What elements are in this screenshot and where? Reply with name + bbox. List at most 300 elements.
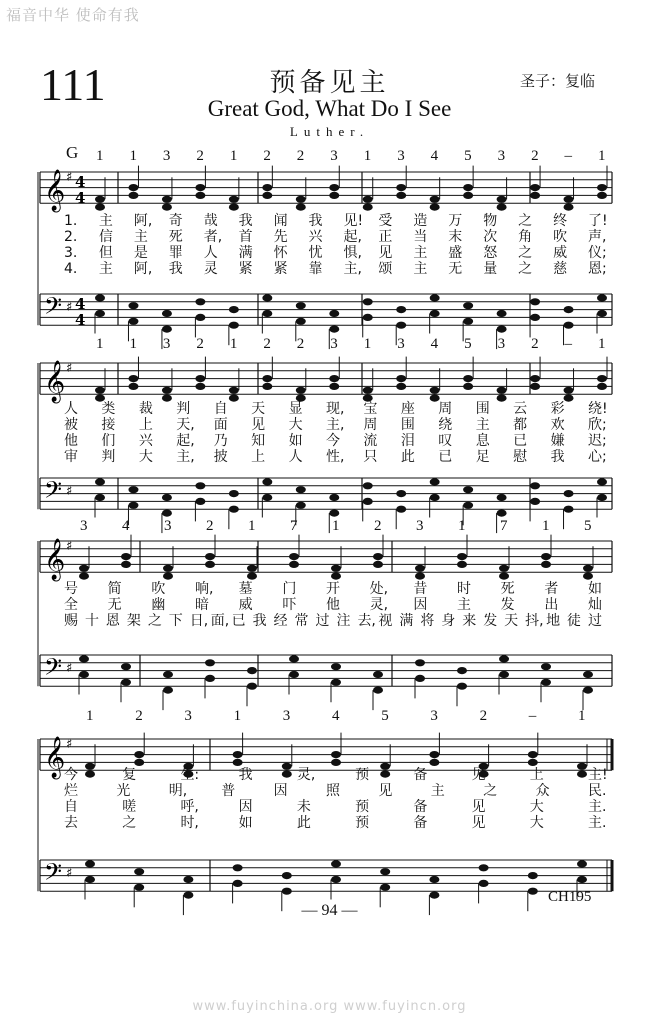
lyric-syllable: 之	[147, 613, 162, 629]
note-head	[128, 318, 138, 325]
lyric-syllable: 暗	[195, 597, 209, 613]
note-head	[95, 387, 105, 394]
note-head	[195, 192, 205, 199]
note-head	[121, 553, 131, 560]
lyric-syllable: 主.	[588, 799, 607, 815]
note-head	[162, 196, 172, 203]
lyric-syllable: 性,	[326, 449, 345, 465]
note-head	[463, 375, 473, 382]
note-head	[247, 667, 257, 674]
note-head	[262, 478, 272, 485]
lyric-syllable: 披	[213, 449, 228, 465]
lyric-syllable: 将	[420, 613, 435, 629]
lyric-syllable: 3.	[64, 245, 78, 261]
note-head	[415, 659, 425, 666]
note-head	[95, 478, 105, 485]
lyric-syllable: 判	[101, 449, 116, 465]
lyric-syllable: 大	[529, 815, 544, 831]
note-head	[331, 663, 341, 670]
lyric-syllable: 号	[64, 581, 78, 597]
lyric-syllable: 信	[98, 229, 113, 245]
note-head	[577, 763, 587, 770]
note-head	[463, 318, 473, 325]
sharp-sign: ♯	[66, 661, 73, 676]
lyric-syllable: 被	[64, 417, 78, 433]
lyric-syllable: 无	[107, 597, 122, 613]
jianpu-number: 1	[229, 148, 238, 164]
note-head	[95, 494, 105, 501]
note-head	[195, 383, 205, 390]
lyric-syllable: 处,	[369, 581, 389, 597]
note-head	[134, 884, 144, 891]
lyric-syllable: 我	[168, 261, 183, 277]
note-head	[296, 387, 306, 394]
lyric-syllable: 末	[448, 229, 463, 245]
note-head	[363, 387, 373, 394]
note-head	[233, 751, 243, 758]
lyric-syllable: 接	[101, 417, 116, 433]
hymn-number: 111	[40, 59, 106, 110]
note-head	[121, 561, 131, 568]
lyric-syllable: 绕	[438, 417, 453, 433]
lyric-syllable: 我	[238, 213, 253, 229]
jianpu-number: 1	[129, 336, 137, 352]
lyric-syllable: 此	[296, 815, 311, 831]
jianpu-number: 4	[122, 518, 130, 534]
lyric-syllable: 闻	[273, 213, 288, 229]
note-head	[329, 494, 339, 501]
note-head	[85, 763, 95, 770]
note-head	[195, 498, 205, 505]
lyric-syllable: 是	[133, 245, 148, 261]
note-head	[430, 494, 440, 501]
jianpu-number: 2	[263, 336, 271, 352]
page-number: — 94 —	[301, 902, 358, 919]
note-head	[564, 322, 574, 329]
lyric-syllable: 大	[288, 417, 303, 433]
note-head	[541, 679, 551, 686]
lyric-syllable: 备	[413, 815, 428, 831]
note-head	[497, 494, 507, 501]
jianpu-number: 3	[430, 708, 438, 724]
lyric-syllable: 今	[326, 433, 340, 449]
note-head	[597, 383, 607, 390]
hymn-code: CH195	[548, 889, 592, 905]
note-head	[128, 383, 138, 390]
note-head	[162, 494, 172, 501]
note-head	[396, 306, 406, 313]
note-head	[296, 318, 306, 325]
note-head	[415, 573, 425, 580]
lyric-syllable: 类	[101, 401, 116, 417]
lyric-syllable: 众	[535, 783, 550, 799]
note-head	[497, 509, 507, 516]
note-head	[121, 663, 131, 670]
note-head	[463, 383, 473, 390]
lyric-syllable: 4.	[64, 261, 78, 277]
note-head	[162, 387, 172, 394]
treble-clef: 𝄞	[44, 539, 66, 580]
lyric-syllable: 慈	[553, 261, 568, 277]
note-head	[429, 876, 439, 883]
lyric-syllable: 周	[438, 401, 453, 417]
note-head	[597, 294, 607, 301]
lyric-syllable: 人	[64, 401, 78, 417]
note-head	[195, 314, 205, 321]
lyric-syllable: 呼,	[180, 799, 199, 815]
lyric-syllable: 之	[483, 783, 498, 799]
lyric-syllable: 宝	[363, 401, 378, 417]
note-head	[134, 868, 144, 875]
note-head	[363, 196, 373, 203]
time-sig-bottom: 4	[75, 311, 86, 329]
note-head	[373, 553, 383, 560]
lyric-syllable: 我	[252, 613, 267, 629]
lyric-syllable: 乃	[213, 433, 228, 449]
note-head	[128, 192, 138, 199]
lyric-syllable: 者,	[203, 229, 223, 245]
lyric-syllable: 先	[273, 229, 288, 245]
lyric-syllable: 人	[203, 245, 218, 261]
lyric-syllable: 见	[251, 417, 266, 433]
lyric-syllable: 普	[221, 783, 236, 799]
lyric-syllable: 死	[168, 229, 183, 245]
lyric-syllable: 我	[238, 767, 253, 783]
watermark-top: 福音中华 使命有我	[6, 6, 140, 24]
note-head	[497, 310, 507, 317]
lyric-syllable: 座	[400, 401, 415, 417]
note-head	[85, 876, 95, 883]
note-head	[564, 395, 574, 402]
lyric-syllable: 当	[413, 229, 428, 245]
lyric-syllable: 已	[513, 433, 528, 449]
note-head	[247, 573, 257, 580]
note-head	[497, 196, 507, 203]
note-head	[262, 383, 272, 390]
note-head	[541, 553, 551, 560]
note-head	[205, 675, 215, 682]
lyric-syllable: 1.	[64, 213, 78, 229]
sharp-sign: ♯	[66, 300, 73, 315]
note-head	[396, 490, 406, 497]
lyric-syllable: 主	[413, 261, 428, 277]
jianpu-number: 3	[497, 336, 506, 352]
lyric-syllable: 见	[471, 815, 486, 831]
lyric-syllable: 流	[363, 433, 378, 449]
lyric-syllable: 灵,	[369, 597, 389, 613]
lyric-syllable: 来	[462, 613, 477, 629]
note-head	[528, 888, 538, 895]
jianpu-number: 2	[531, 336, 539, 352]
note-head	[282, 771, 292, 778]
lyric-syllable: 裁	[138, 401, 153, 417]
note-head	[463, 486, 473, 493]
note-head	[583, 565, 593, 572]
note-head	[331, 751, 341, 758]
note-head	[289, 655, 299, 662]
lyric-syllable: 去,	[357, 613, 376, 629]
lyric-syllable: 十	[84, 613, 99, 629]
note-head	[463, 302, 473, 309]
lyric-syllable: 之	[518, 261, 533, 277]
lyric-syllable: 者	[544, 581, 559, 597]
lyric-syllable: 无	[448, 261, 463, 277]
note-head	[331, 860, 341, 867]
lyric-syllable: 见	[471, 767, 486, 783]
note-head	[430, 196, 440, 203]
note-head	[247, 565, 257, 572]
jianpu-number: 5	[464, 336, 472, 352]
lyric-syllable: 架	[126, 613, 141, 629]
lyric-syllable: 他	[64, 433, 78, 449]
lyric-syllable: 首	[238, 229, 253, 245]
note-head	[296, 502, 306, 509]
lyric-syllable: 阿,	[133, 213, 153, 229]
lyric-syllable: 天	[504, 613, 519, 629]
lyric-syllable: 次	[483, 229, 498, 245]
lyric-syllable: 忧	[308, 245, 323, 261]
jianpu-number: 2	[263, 148, 271, 164]
note-head	[262, 494, 272, 501]
lyric-syllable: 面	[213, 417, 228, 433]
lyric-syllable: 吓	[282, 597, 297, 613]
note-head	[373, 687, 383, 694]
jianpu-number: 3	[497, 148, 506, 164]
note-head	[380, 884, 390, 891]
sharp-sign: ♯	[66, 170, 73, 185]
note-head	[497, 387, 507, 394]
note-head	[597, 478, 607, 485]
note-head	[430, 387, 440, 394]
note-head	[597, 494, 607, 501]
note-head	[162, 395, 172, 402]
lyric-syllable: 嗟	[122, 799, 137, 815]
note-head	[329, 375, 339, 382]
note-head	[363, 314, 373, 321]
note-head	[457, 561, 467, 568]
note-head	[296, 196, 306, 203]
jianpu-number: 1	[332, 518, 340, 534]
note-head	[331, 876, 341, 883]
lyric-syllable: 已	[231, 613, 246, 629]
jianpu-number: 3	[164, 518, 172, 534]
lyric-syllable: 地	[546, 613, 561, 629]
lyric-syllable: 吹	[151, 581, 166, 597]
lyric-syllable: 常	[294, 613, 309, 629]
lyric-syllable: 全	[64, 597, 78, 613]
lyric-syllable: 紧	[273, 261, 288, 277]
note-head	[162, 509, 172, 516]
note-head	[195, 184, 205, 191]
lyric-syllable: 发	[500, 597, 515, 613]
note-head	[530, 192, 540, 199]
note-head	[430, 478, 440, 485]
lyric-syllable: 迟;	[588, 433, 607, 449]
lyric-syllable: 主	[457, 597, 471, 613]
lyric-syllable: 主	[98, 213, 113, 229]
jianpu-number: 2	[196, 336, 204, 352]
note-head	[128, 486, 138, 493]
lyric-syllable: 简	[107, 581, 122, 597]
note-head	[229, 395, 239, 402]
watermark-bottom: www.fuyinchina.org www.fuyincn.org	[192, 999, 467, 1014]
note-head	[479, 880, 489, 887]
jianpu-number: 1	[578, 708, 586, 724]
lyric-syllable: 生:	[180, 767, 200, 783]
lyric-syllable: 备	[413, 767, 428, 783]
note-head	[499, 671, 509, 678]
lyric-syllable: 物	[483, 213, 498, 229]
note-head	[233, 880, 243, 887]
lyric-syllable: 受	[378, 213, 393, 229]
lyric-syllable: 足	[475, 449, 490, 465]
lyric-syllable: 叹	[438, 433, 453, 449]
note-head	[205, 659, 215, 666]
note-head	[329, 326, 339, 333]
jianpu-number: 1	[96, 148, 104, 164]
note-head	[583, 687, 593, 694]
note-head	[497, 326, 507, 333]
note-head	[329, 192, 339, 199]
bass-clef: 𝄢	[44, 476, 63, 509]
note-head	[497, 204, 507, 211]
note-head	[163, 671, 173, 678]
lyric-syllable: 现,	[326, 401, 345, 417]
note-head	[457, 683, 467, 690]
lyric-syllable: 仪;	[588, 245, 607, 261]
note-head	[564, 490, 574, 497]
tune-label: 圣子：复临	[520, 72, 596, 90]
sharp-sign: ♯	[66, 539, 73, 554]
note-head	[380, 868, 390, 875]
lyric-syllable: 预	[355, 815, 370, 831]
note-head	[479, 864, 489, 871]
note-head	[95, 294, 105, 301]
jianpu-number: 1	[248, 518, 256, 534]
lyric-syllable: 显	[288, 401, 303, 417]
jianpu-number: 3	[416, 518, 424, 534]
note-head	[429, 892, 439, 899]
lyric-syllable: 奇	[168, 213, 183, 229]
note-head	[499, 565, 509, 572]
note-head	[134, 751, 144, 758]
lyric-syllable: 见	[378, 245, 393, 261]
jianpu-number: 2	[479, 708, 488, 724]
jianpu-number: 2	[374, 518, 382, 534]
lyric-syllable: 紧	[238, 261, 253, 277]
lyric-syllable: 过	[315, 613, 330, 629]
note-head	[530, 184, 540, 191]
lyric-syllable: 身	[441, 613, 456, 629]
jianpu-number: 1	[86, 708, 94, 724]
lyric-syllable: 了!	[588, 213, 608, 229]
lyric-syllable: 息	[475, 433, 490, 449]
lyric-syllable: 云	[513, 401, 528, 417]
note-head	[530, 375, 540, 382]
note-head	[85, 771, 95, 778]
note-head	[79, 573, 89, 580]
note-head	[282, 872, 292, 879]
note-head	[329, 184, 339, 191]
lyric-syllable: 他	[326, 597, 340, 613]
lyric-syllable: 备	[413, 799, 428, 815]
sharp-sign: ♯	[66, 361, 73, 376]
note-head	[262, 294, 272, 301]
note-head	[530, 314, 540, 321]
lyric-syllable: 量	[483, 261, 498, 277]
lyric-syllable: 起,	[343, 229, 362, 245]
jianpu-number: 5	[584, 518, 592, 534]
note-head	[233, 759, 243, 766]
lyric-syllable: 审	[64, 449, 78, 465]
note-head	[121, 679, 131, 686]
lyric-syllable: 哉	[203, 213, 218, 229]
lyric-syllable: 昔	[413, 581, 428, 597]
composer: Luther.	[289, 124, 370, 139]
jianpu-number: 7	[290, 518, 298, 534]
lyric-syllable: 照	[326, 783, 340, 799]
lyric-syllable: 阿,	[133, 261, 153, 277]
lyric-syllable: 面,	[210, 613, 230, 629]
lyric-syllable: 角	[518, 229, 533, 245]
note-head	[380, 763, 390, 770]
lyric-syllable: 彩	[550, 401, 565, 417]
note-head	[128, 184, 138, 191]
note-head	[128, 375, 138, 382]
note-head	[530, 298, 540, 305]
time-sig-bottom: 4	[75, 189, 86, 207]
note-head	[331, 573, 341, 580]
lyric-syllable: 赐	[64, 613, 78, 629]
note-head	[79, 565, 89, 572]
treble-clef: 𝄞	[44, 170, 66, 211]
lyric-syllable: 正	[378, 229, 393, 245]
lyric-syllable: 门	[282, 581, 297, 597]
note-head	[282, 763, 292, 770]
lyric-syllable: 发	[483, 613, 498, 629]
note-head	[499, 573, 509, 580]
note-head	[163, 687, 173, 694]
lyric-syllable: 烂	[64, 783, 78, 799]
note-head	[289, 561, 299, 568]
note-head	[564, 387, 574, 394]
note-head	[289, 553, 299, 560]
note-head	[183, 876, 193, 883]
lyric-syllable: 如	[238, 815, 253, 831]
note-head	[331, 565, 341, 572]
note-head	[530, 383, 540, 390]
note-head	[396, 192, 406, 199]
lyric-syllable: 去	[64, 815, 78, 831]
note-head	[128, 502, 138, 509]
note-head	[463, 184, 473, 191]
jianpu-number: 3	[330, 148, 338, 164]
lyric-syllable: 未	[296, 799, 311, 815]
note-head	[205, 553, 215, 560]
note-head	[430, 294, 440, 301]
note-head	[564, 306, 574, 313]
jianpu-number: 1	[363, 336, 372, 352]
lyric-syllable: 抖,	[525, 613, 544, 629]
lyric-syllable: 如	[588, 581, 602, 597]
note-head	[262, 192, 272, 199]
sharp-sign: ♯	[66, 866, 73, 881]
lyric-syllable: 围	[400, 417, 415, 433]
note-head	[229, 204, 239, 211]
lyric-syllable: 之	[518, 245, 533, 261]
note-head	[95, 204, 105, 211]
note-head	[429, 751, 439, 758]
